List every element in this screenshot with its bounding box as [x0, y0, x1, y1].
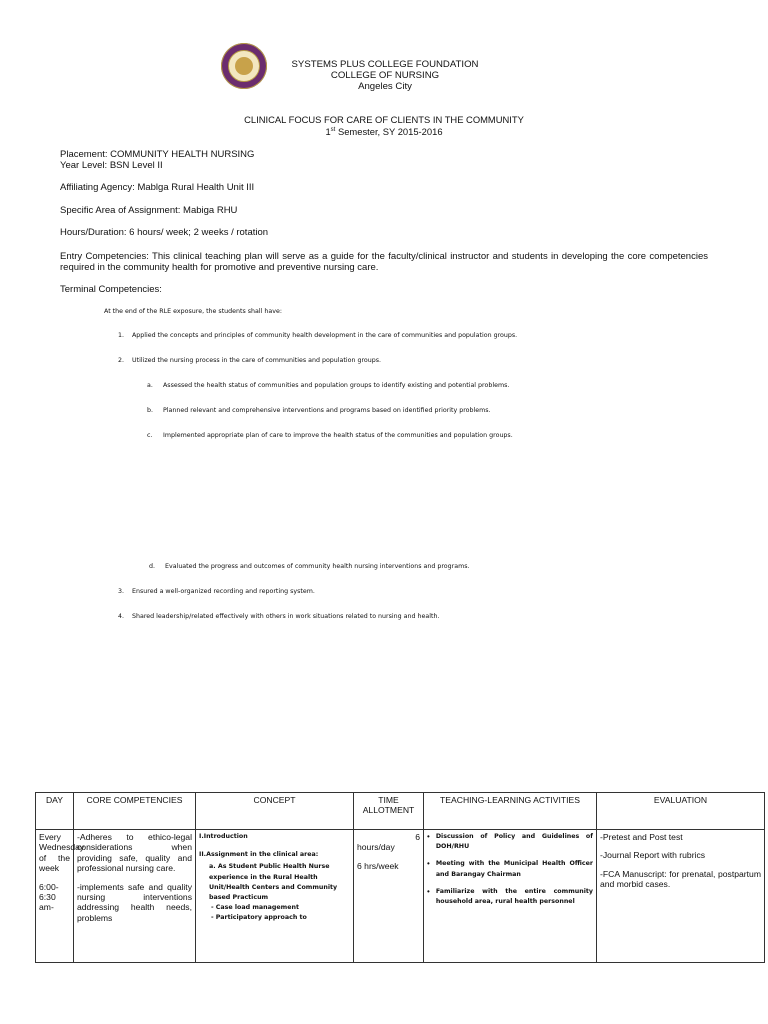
placement: Placement: COMMUNITY HEALTH NURSING	[60, 149, 255, 160]
core-competency-2: -implements safe and quality nursing interventions addressing health needs, problems	[77, 881, 192, 923]
time-hours-per-week: 6 hrs/week	[357, 860, 399, 871]
entry-competencies: Entry Competencies: This clinical teaching plan will serve as a guide for the faculty/clinical instructor and students in developing the core competencies required in the community health for promotive and preventive nursing care.	[60, 251, 708, 273]
cell-core-competencies	[74, 830, 196, 963]
header-day: DAY	[36, 793, 74, 830]
competency-sub-b: b. Planned relevant and comprehensive interventions and programs based on identified priority problems.	[147, 407, 491, 414]
competency-item-1: 1. Applied the concepts and principles of community health development in the care of communities and population groups.	[118, 332, 518, 339]
cell-concept	[196, 830, 354, 963]
header-core-competencies: CORE COMPETENCIES	[74, 793, 196, 830]
core-competency-1: -Adheres to ethico-legal considerations when providing safe, quality and professional nursing care.	[77, 832, 192, 874]
rle-intro: At the end of the RLE exposure, the students shall have:	[104, 308, 282, 315]
bullet-icon: •	[427, 859, 430, 869]
header-teaching-learning-activities: TEACHING-LEARNING ACTIVITIES	[424, 793, 597, 830]
hours-duration: Hours/Duration: 6 hours/ week; 2 weeks / rotation	[60, 227, 269, 238]
time-hours-per-day: hours/day	[357, 842, 395, 853]
year-level: Year Level: BSN Level II	[60, 160, 163, 171]
competency-item-3: 3. Ensured a well-organized recording and reporting system.	[118, 588, 315, 595]
header-concept: CONCEPT	[196, 793, 354, 830]
cell-teaching-learning-activities	[424, 830, 597, 963]
bullet-icon: •	[427, 886, 430, 896]
semester-line: 1st Semester, SY 2015-2016	[325, 126, 443, 138]
list-item: • Discussion of Policy and Guidelines of DOH/RHU	[427, 832, 593, 852]
concept-assignment: II.Assignment in the clinical area:	[199, 851, 319, 859]
evaluation-1: -Pretest and Post test	[600, 832, 683, 842]
affiliating-agency: Affiliating Agency: Mablga Rural Health Unit III	[60, 182, 255, 193]
day-text: Every Wednesday of the week	[39, 832, 85, 874]
college-name: COLLEGE OF NURSING	[330, 70, 440, 81]
city-name: Angeles City	[358, 81, 412, 92]
assignment-area: Specific Area of Assignment: Mabiga RHU	[60, 205, 238, 216]
time-number: 6	[415, 832, 420, 842]
competency-sub-a: a. Assessed the health status of communities and population groups to identify existing and potential problems.	[147, 382, 510, 389]
concept-item-a: a. As Student Public Health Nurse experience in the Rural Health Unit/Health Centers and Community based Practicum	[209, 863, 338, 902]
list-item: • Meeting with the Municipal Health Officer and Barangay Chairman	[427, 859, 593, 879]
competency-sub-d: d. Evaluated the progress and outcomes of community health nursing interventions and programs.	[149, 563, 470, 570]
cell-time-allotment	[354, 830, 424, 963]
competency-sub-c: c. Implemented appropriate plan of care to improve the health status of the communities and population groups.	[147, 432, 513, 439]
clinical-teaching-plan-table	[35, 792, 765, 963]
concept-dash-2: - Participatory approach to	[211, 914, 307, 922]
header-evaluation: EVALUATION	[597, 793, 765, 830]
terminal-competencies-label: Terminal Competencies:	[60, 284, 162, 295]
document-title: CLINICAL FOCUS FOR CARE OF CLIENTS IN THE COMMUNITY	[244, 114, 524, 125]
school-name: SYSTEMS PLUS COLLEGE FOUNDATION	[291, 59, 479, 70]
concept-dash-1: - Case load management	[211, 904, 299, 912]
competency-item-4: 4. Shared leadership/related effectively with others in work situations related to nursing and health.	[118, 613, 440, 620]
bullet-icon: •	[427, 832, 430, 841]
evaluation-3: -FCA Manuscript: for prenatal, postpartum and morbid cases.	[600, 868, 761, 890]
header-time-allotment: TIME ALLOTMENT	[354, 793, 424, 830]
list-item: • Familiarize with the entire community household area, rural health personnel	[427, 887, 593, 907]
table-header-row	[36, 793, 765, 830]
competency-item-2: 2. Utilized the nursing process in the care of communities and population groups.	[118, 357, 382, 364]
cell-day	[36, 830, 85, 963]
evaluation-2: -Journal Report with rubrics	[600, 850, 706, 861]
concept-introduction: I.Introduction	[199, 833, 248, 840]
day-time: 6:00-6:30 am-	[39, 881, 59, 913]
cell-evaluation	[597, 830, 765, 963]
table-row	[36, 830, 765, 963]
